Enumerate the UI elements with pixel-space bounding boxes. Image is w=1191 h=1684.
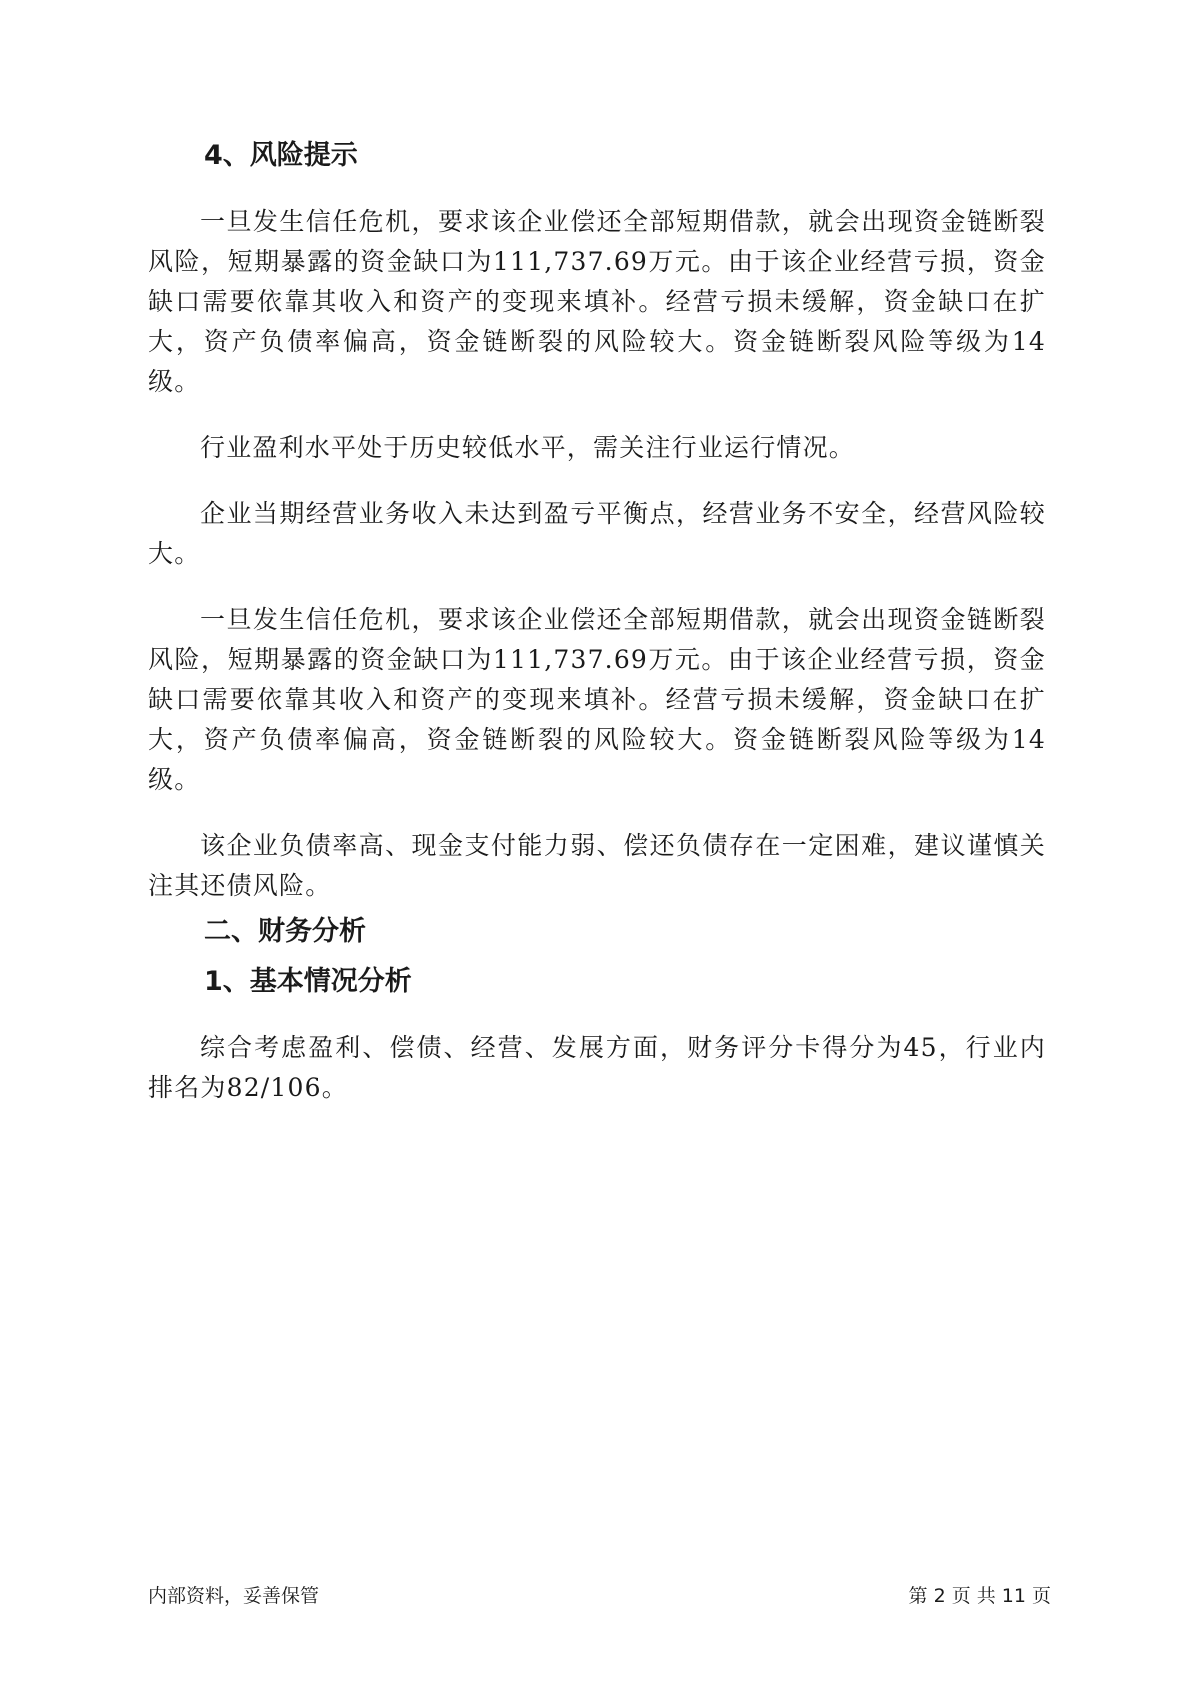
risk-paragraph: 一旦发生信任危机，要求该企业偿还全部短期借款，就会出现资金链断裂风险，短期暴露的资金缺口为111,737.69万元。由于该企业经营亏损，资金缺口需要依靠其收入和资产的变现来填补。经营亏损未缓解，资金缺口在扩大，资产负债率偏高，资金链断裂的风险较大。资金链断裂风险等级为14级。 [148,207,1046,396]
finance-paragraph: 综合考虑盈利、偿债、经营、发展方面，财务评分卡得分为45，行业内排名为82/106。 [148,1033,1046,1102]
risk-paragraph: 企业当期经营业务收入未达到盈亏平衡点，经营业务不安全，经营风险较大。 [148,499,1046,568]
risk-paragraph: 该企业负债率高、现金支付能力弱、偿还负债存在一定困难，建议谨慎关注其还债风险。 [148,831,1046,900]
section-heading-finance: 二、财务分析 [204,916,366,947]
page-content [148,136,1046,1108]
footer-confidential-note: 内部资料，妥善保管 [148,1585,320,1607]
risk-paragraph: 一旦发生信任危机，要求该企业偿还全部短期借款，就会出现资金链断裂风险，短期暴露的资金缺口为111,737.69万元。由于该企业经营亏损，资金缺口需要依靠其收入和资产的变现来填补。经营亏损未缓解，资金缺口在扩大，资产负债率偏高，资金链断裂的风险较大。资金链断裂风险等级为14级。 [148,605,1046,794]
section-heading-risk: 4、风险提示 [204,140,358,171]
risk-paragraph: 行业盈利水平处于历史较低水平，需关注行业运行情况。 [200,433,856,462]
footer-page-number: 第 2 页 共 11 页 [908,1585,1051,1607]
subsection-heading-basic: 1、基本情况分析 [204,966,412,997]
